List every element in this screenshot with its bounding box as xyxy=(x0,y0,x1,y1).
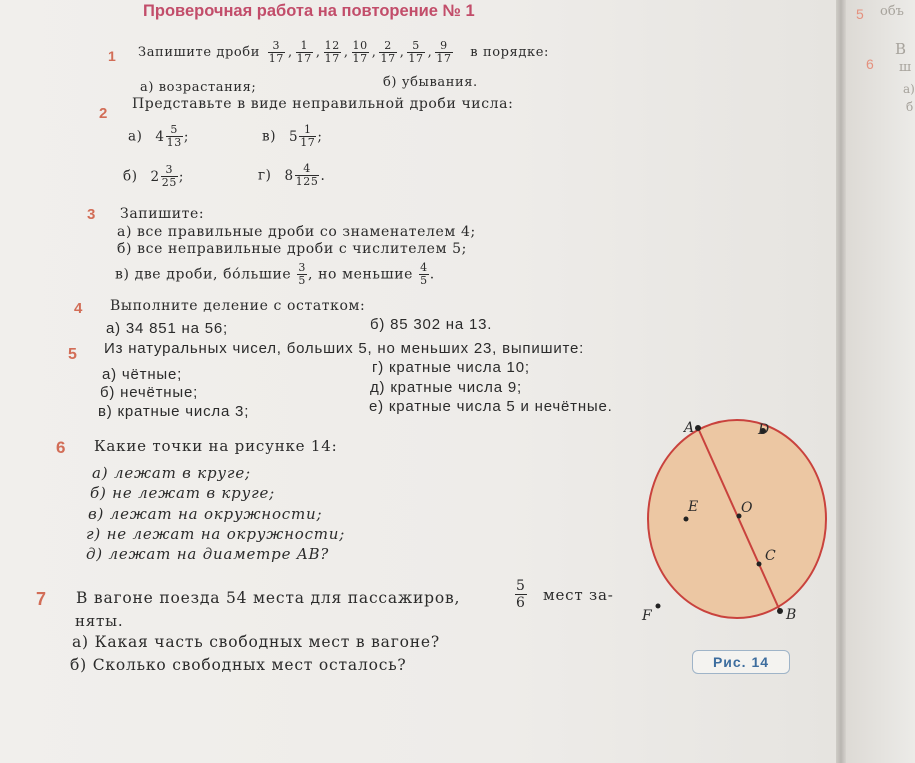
q1-fraction-den: 17 xyxy=(408,52,424,65)
q1-fraction-den: 17 xyxy=(380,52,396,65)
q1-option-b: б) убывания. xyxy=(383,75,478,90)
q6-option-v: в) лежат на окружности; xyxy=(88,505,323,523)
q6-option-a: а) лежат в круге; xyxy=(92,464,251,482)
question-3-text: Запишите: xyxy=(120,206,205,222)
question-2-number: 2 xyxy=(99,105,108,122)
question-4-text: Выполните деление с остатком: xyxy=(110,298,366,314)
question-7-number: 7 xyxy=(36,589,47,609)
book-gutter xyxy=(836,0,846,763)
q1-fraction-num: 1 xyxy=(300,39,309,52)
q2-option-b xyxy=(123,164,184,189)
q1-intro: Запишите дроби xyxy=(138,45,260,60)
q3-option-a: а) все правильные дроби со знаменателем 4; xyxy=(117,224,476,240)
q2-v-num: 1 xyxy=(303,123,312,136)
point-f xyxy=(656,604,661,609)
q3-f2-den: 5 xyxy=(420,274,428,287)
next-page-text-2: В xyxy=(895,40,907,58)
next-page-text-1: объ xyxy=(880,4,904,19)
figure-caption: Рис. 14 xyxy=(692,650,790,674)
q2-option-g xyxy=(258,163,325,188)
q7-text-line1: В вагоне поезда 54 места для пассажиров, xyxy=(76,589,461,607)
q1-suffix: в порядке: xyxy=(470,45,549,60)
q7-text-line2: няты. xyxy=(75,612,124,630)
q5-option-v: в) кратные числа 3; xyxy=(98,403,250,420)
q1-fraction-den: 17 xyxy=(268,52,284,65)
question-3-number: 3 xyxy=(87,206,96,223)
q3-option-b: б) все неправильные дроби с числителем 5; xyxy=(117,241,467,257)
q7-text-line1-end: мест за- xyxy=(543,586,614,604)
label-f: F xyxy=(642,608,652,624)
question-2-text: Представьте в виде неправильной дроби числа: xyxy=(132,96,514,112)
q2-v-label: в) xyxy=(262,128,277,145)
q1-fraction xyxy=(296,40,313,65)
question-5-number: 5 xyxy=(68,346,77,363)
q1-fraction-den: 17 xyxy=(352,52,368,65)
q7-frac-den: 6 xyxy=(516,595,526,611)
q2-v-end: ; xyxy=(317,128,323,145)
q2-a-den: 13 xyxy=(166,136,182,149)
question-4-number: 4 xyxy=(74,300,83,317)
q1-fraction-den: 17 xyxy=(324,52,340,65)
q7-frac-num: 5 xyxy=(516,578,526,594)
q1-fraction xyxy=(407,40,424,65)
page-title: Проверочная работа на повторение № 1 xyxy=(143,2,475,20)
q1-fraction-num: 12 xyxy=(324,39,340,52)
q2-g-whole: 8 xyxy=(284,167,294,184)
q3-v-prefix: в) две дроби, бо́льшие xyxy=(115,266,292,283)
q4-option-b: б) 85 302 на 13. xyxy=(370,316,493,333)
label-o: O xyxy=(741,500,753,516)
q3-f1-num: 3 xyxy=(298,261,306,274)
q2-g-label: г) xyxy=(258,167,272,184)
q3-v-middle: но меньшие xyxy=(318,266,414,283)
q2-v-whole: 5 xyxy=(288,128,299,145)
circle-shape xyxy=(648,420,826,618)
q1-fraction xyxy=(324,40,341,65)
next-page-text-5: б xyxy=(906,100,914,114)
q2-g-num: 4 xyxy=(303,162,311,175)
q3-f1-den: 5 xyxy=(298,274,306,287)
q1-fraction-den: 17 xyxy=(296,52,312,65)
question-1-text xyxy=(138,40,549,65)
q1-fraction-den: 17 xyxy=(436,52,452,65)
q7-option-a: а) Какая часть свободных мест в вагоне? xyxy=(72,633,440,651)
q2-b-den: 25 xyxy=(161,176,177,189)
q1-fraction xyxy=(379,40,396,65)
next-page-text-4: а) xyxy=(903,82,915,96)
point-e xyxy=(684,517,689,522)
label-e: E xyxy=(688,499,699,515)
q2-option-a xyxy=(128,124,189,149)
next-page-num-6: 6 xyxy=(866,56,874,72)
next-page-edge xyxy=(846,0,915,763)
q5-option-a: а) чётные; xyxy=(102,366,183,383)
q2-b-whole: 2 xyxy=(150,168,160,185)
label-c: C xyxy=(765,548,776,564)
q2-b-label: б) xyxy=(123,168,138,185)
point-c xyxy=(757,562,762,567)
q1-fraction-num: 10 xyxy=(352,39,368,52)
q1-fraction xyxy=(435,40,452,65)
q2-b-end: ; xyxy=(178,168,185,185)
point-b xyxy=(777,608,783,614)
next-page-num-5: 5 xyxy=(856,6,864,22)
q3-option-v: в) две дроби, бо́льшие $\frac{3}{5}$ , но меньшие $\frac{4}{5}$ . xyxy=(115,261,435,287)
q1-fraction xyxy=(268,40,285,65)
q5-option-b: б) нечётные; xyxy=(100,384,199,401)
point-a xyxy=(695,425,701,431)
q5-option-d: д) кратные числа 9; xyxy=(370,379,522,396)
question-6-text: Какие точки на рисунке 14: xyxy=(94,437,338,455)
q2-v-den: 17 xyxy=(300,136,316,149)
q2-g-den: 125 xyxy=(295,175,319,188)
q2-a-whole: 4 xyxy=(155,128,165,145)
q1-fraction-num: 2 xyxy=(384,39,392,52)
q5-option-e: е) кратные числа 5 и нечётные. xyxy=(369,398,613,415)
q6-option-d: д) лежат на диаметре AB? xyxy=(86,545,330,563)
q2-a-label: а) xyxy=(128,128,143,145)
next-page-text-3: ш xyxy=(899,60,912,75)
q6-option-b: б) не лежат в круге; xyxy=(90,484,275,502)
q1-fraction-num: 3 xyxy=(272,39,281,52)
q2-b-num: 3 xyxy=(165,163,174,176)
q2-option-v xyxy=(262,124,323,149)
q1-fraction xyxy=(352,40,369,65)
q2-g-end: . xyxy=(320,167,326,184)
question-5-text: Из натуральных чисел, больших 5, но меньших 23, выпишите: xyxy=(104,340,585,357)
q1-option-a: а) возрастания; xyxy=(140,80,257,95)
q1-fraction-num: 5 xyxy=(412,39,420,52)
label-d: D xyxy=(758,422,770,438)
q2-a-end: ; xyxy=(183,128,189,145)
q7-fraction xyxy=(514,578,528,611)
q5-option-g: г) кратные числа 10; xyxy=(372,359,530,376)
q7-option-b: б) Сколько свободных мест осталось? xyxy=(70,656,407,674)
q2-a-num: 5 xyxy=(170,123,179,136)
q4-option-a: а) 34 851 на 56; xyxy=(106,320,228,337)
q3-f2-num: 4 xyxy=(420,261,428,274)
q6-option-g: г) не лежат на окружности; xyxy=(86,525,346,543)
figure-14-circle xyxy=(630,415,835,635)
q1-fraction-list: $\frac{3}{17}$ , $\frac{1}{17}$ , $\frac{12}{17}$ , $\frac{10}{17}$ , $\frac{2}{17}$ , $\frac{5}{17}$ , $\frac{9}{17}$ xyxy=(268,39,452,65)
label-a: A xyxy=(684,420,695,436)
label-b: B xyxy=(786,607,797,623)
question-6-number: 6 xyxy=(56,438,66,457)
q1-fraction-num: 9 xyxy=(440,39,448,52)
question-1-number: 1 xyxy=(108,48,116,64)
